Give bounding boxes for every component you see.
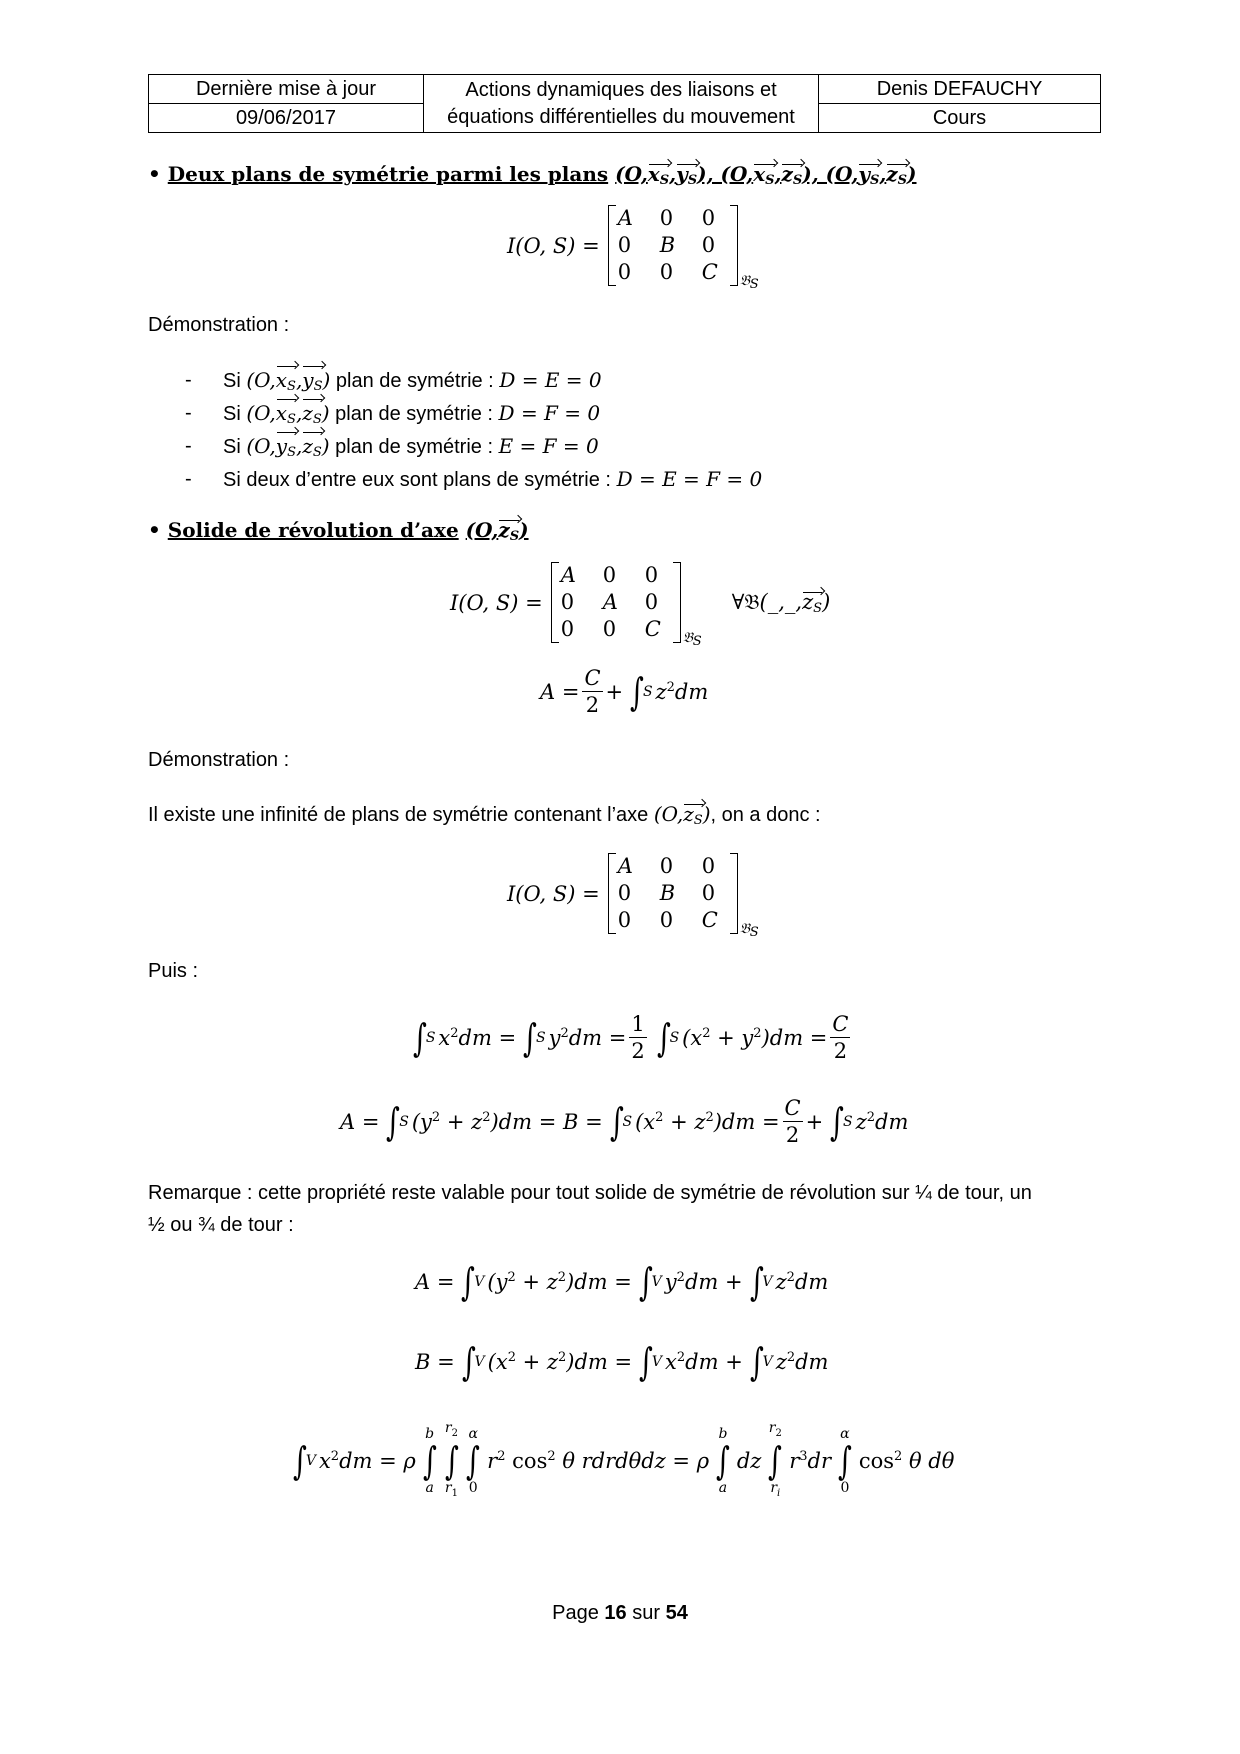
formula-B-volume: B = ∫ V $(x^2 + z^2)dm$ = ∫ V $x^2dm$ + ∫ V $z^2dm$ xyxy=(415,1340,829,1384)
formula-A-volume: A = ∫ V $(y^2 + z^2)dm$ = ∫ V $y^2dm$ + ∫ V $z^2dm$ xyxy=(415,1260,829,1304)
puis-label: Puis : xyxy=(148,960,199,982)
author: Denis DEFAUCHY xyxy=(819,75,1101,104)
page-total: 54 xyxy=(665,1602,688,1624)
formula-x2-y2: ∫ S $x^2dm$ = ∫ S $y^2dm$ = $\frac{1}{2}$ ∫ S $(x^2 + y^2)dm$ = $\frac{C}{2}$ xyxy=(412,1012,849,1063)
remark-line1: Remarque : cette propriété reste valable pour tout solide de symétrie de révolution sur ¼ de tour, un xyxy=(148,1182,1032,1204)
list-item: - Si $(O,x_S,z_S)$ plan de symétrie : D = F = 0 xyxy=(185,397,762,430)
list-item: - Si $(O,x_S,y_S)$ plan de symétrie : D = E = 0 xyxy=(185,364,762,397)
list-item: - Si deux d’entre eux sont plans de symétrie : D = E = F = 0 xyxy=(185,463,762,496)
formula-A-B: A = ∫ S $(y^2 + z^2)dm = B$ = ∫ S $(x^2 + z^2)dm$ = $\frac{C}{2}$ + ∫ S $z^2dm$ xyxy=(340,1096,909,1147)
inertia-matrix-3: I(O, S) = A 0 0 0 B 0 0 0 C 𝔅$_S$ xyxy=(507,854,759,940)
symmetry-list xyxy=(185,364,762,496)
section2-demo-label: Démonstration : xyxy=(148,749,290,771)
last-update-label: Dernière mise à jour xyxy=(149,75,424,104)
doc-type: Cours xyxy=(819,104,1101,133)
formula-A: A = $\frac{C}{2}$ + ∫ S $z^2dm$ xyxy=(540,666,709,717)
document-title: Actions dynamiques des liaisons et équations différentielles du mouvement xyxy=(424,75,819,133)
inertia-matrix-revolution: I(O, S) = A 0 0 0 A 0 0 0 C 𝔅$_S$ $\forall 𝔅(\_,\_,z_S)$ xyxy=(450,563,831,649)
infinity-planes-text: Il existe une infinité de plans de symétrie contenant l’axe $(O,z_S)$, on a donc : xyxy=(148,802,821,828)
page-number: 16 xyxy=(604,1602,627,1624)
formula-triple-integral: ∫ V $x^2dm = \rho$ b ∫ a $r_2$ ∫ $r_1$ α ∫ 0 $r^2$ $\cos^2 \theta$ rdrdθdz = ρ b ∫ a dz $r_2$ ∫ $r_i$ $r^3dr$ α ∫ 0 $\cos^2 \theta$ dθ xyxy=(292,1420,955,1499)
section2-heading: • Solide de révolution d’axe $(O,z_S)$ xyxy=(148,518,529,544)
inertia-matrix-1: I(O, S) = A 0 0 0 B 0 0 0 C 𝔅$_S$ xyxy=(507,206,759,292)
update-date: 09/06/2017 xyxy=(149,104,424,133)
header-table xyxy=(148,74,1101,133)
section1-heading: • Deux plans de symétrie parmi les plans $(O,x_S,y_S)$, $(O,x_S,z_S)$, $(O,y_S,z_S)$ xyxy=(148,162,917,188)
list-item: - Si $(O,y_S,z_S)$ plan de symétrie : E = F = 0 xyxy=(185,430,762,463)
page-footer: Page 16 sur 54 xyxy=(552,1602,688,1624)
section1-demo-label: Démonstration : xyxy=(148,314,290,336)
remark-line2: ½ ou ¾ de tour : xyxy=(148,1214,294,1236)
